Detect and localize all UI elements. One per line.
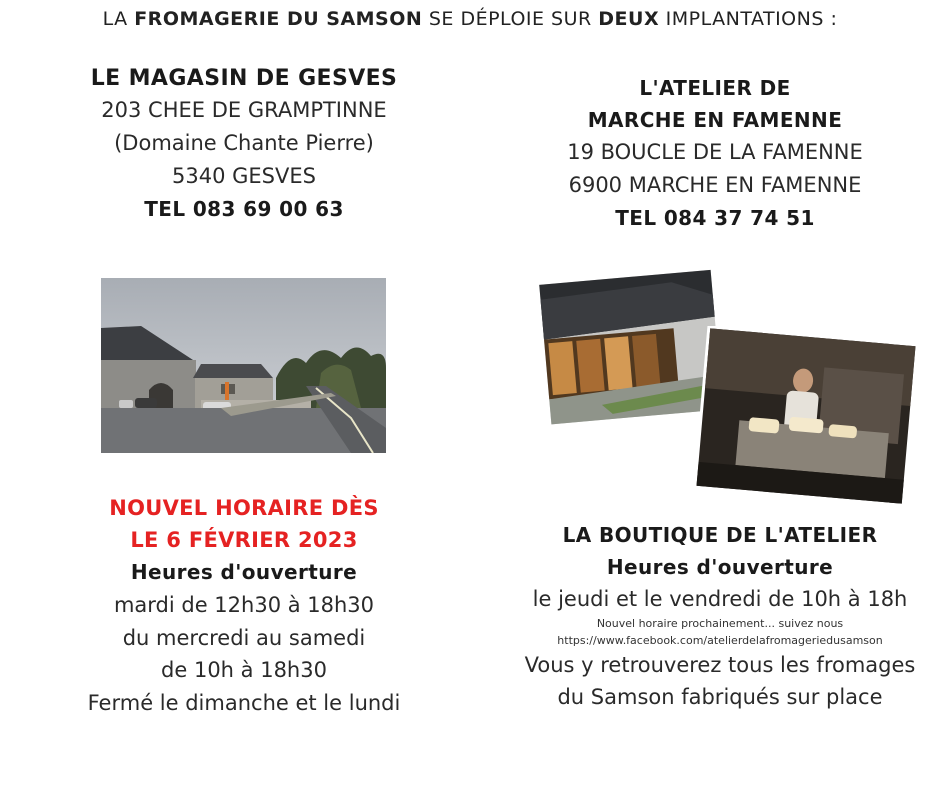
magasin-photo-image	[101, 278, 386, 453]
header-brand: FROMAGERIE DU SAMSON	[134, 8, 423, 30]
magasin-title: LE MAGASIN DE GESVES	[90, 66, 398, 91]
magasin-address: 203 CHEE DE GRAMPTINNE	[101, 98, 387, 122]
new-schedule-notice: NOUVEL HORAIRE DÈS	[109, 496, 379, 520]
hours-left-block	[44, 492, 444, 720]
closed-days: Fermé le dimanche et le lundi	[87, 691, 401, 715]
atelier-title: L'ATELIER DE	[639, 76, 791, 100]
atelier-phone: TEL 084 37 74 51	[615, 206, 815, 230]
header-count: DEUX	[598, 8, 660, 30]
header-text: LA	[102, 8, 135, 30]
magasin-address-detail: (Domaine Chante Pierre)	[114, 131, 374, 155]
page-header	[0, 8, 940, 30]
boutique-title: LA BOUTIQUE DE L'ATELIER	[562, 523, 878, 547]
header-text: SE DÉPLOIE SUR	[422, 8, 599, 30]
description-line: Vous y retrouverez tous les fromages	[524, 653, 916, 677]
atelier-interior-image	[690, 326, 922, 506]
hours-line: de 10h à 18h30	[161, 658, 327, 682]
hours-line: mardi de 12h30 à 18h30	[113, 593, 375, 617]
hours-line: le jeudi et le vendredi de 10h à 18h	[532, 587, 908, 611]
atelier-address: 19 BOUCLE DE LA FAMENNE	[567, 140, 863, 164]
magasin-city: 5340 GESVES	[172, 164, 316, 188]
facebook-link[interactable]: https://www.facebook.com/atelierdelafromageriedusamson	[557, 634, 883, 647]
hours-heading: Heures d'ouverture	[130, 560, 358, 584]
description-line: du Samson fabriqués sur place	[557, 685, 883, 709]
atelier-interior-photo	[690, 326, 922, 506]
hours-heading: Heures d'ouverture	[606, 555, 834, 579]
header-text: IMPLANTATIONS :	[659, 8, 838, 30]
atelier-city: 6900 MARCHE EN FAMENNE	[568, 173, 862, 197]
magasin-block	[44, 64, 444, 226]
magasin-phone: TEL 083 69 00 63	[144, 197, 344, 221]
hours-right-block	[505, 520, 935, 712]
hours-line: du mercredi au samedi	[122, 626, 366, 650]
atelier-title-city: MARCHE EN FAMENNE	[587, 108, 843, 132]
atelier-block	[515, 72, 915, 235]
new-schedule-date: LE 6 FÉVRIER 2023	[130, 528, 358, 552]
schedule-note: Nouvel horaire prochainement... suivez nous	[596, 617, 844, 630]
magasin-photo	[101, 278, 386, 453]
